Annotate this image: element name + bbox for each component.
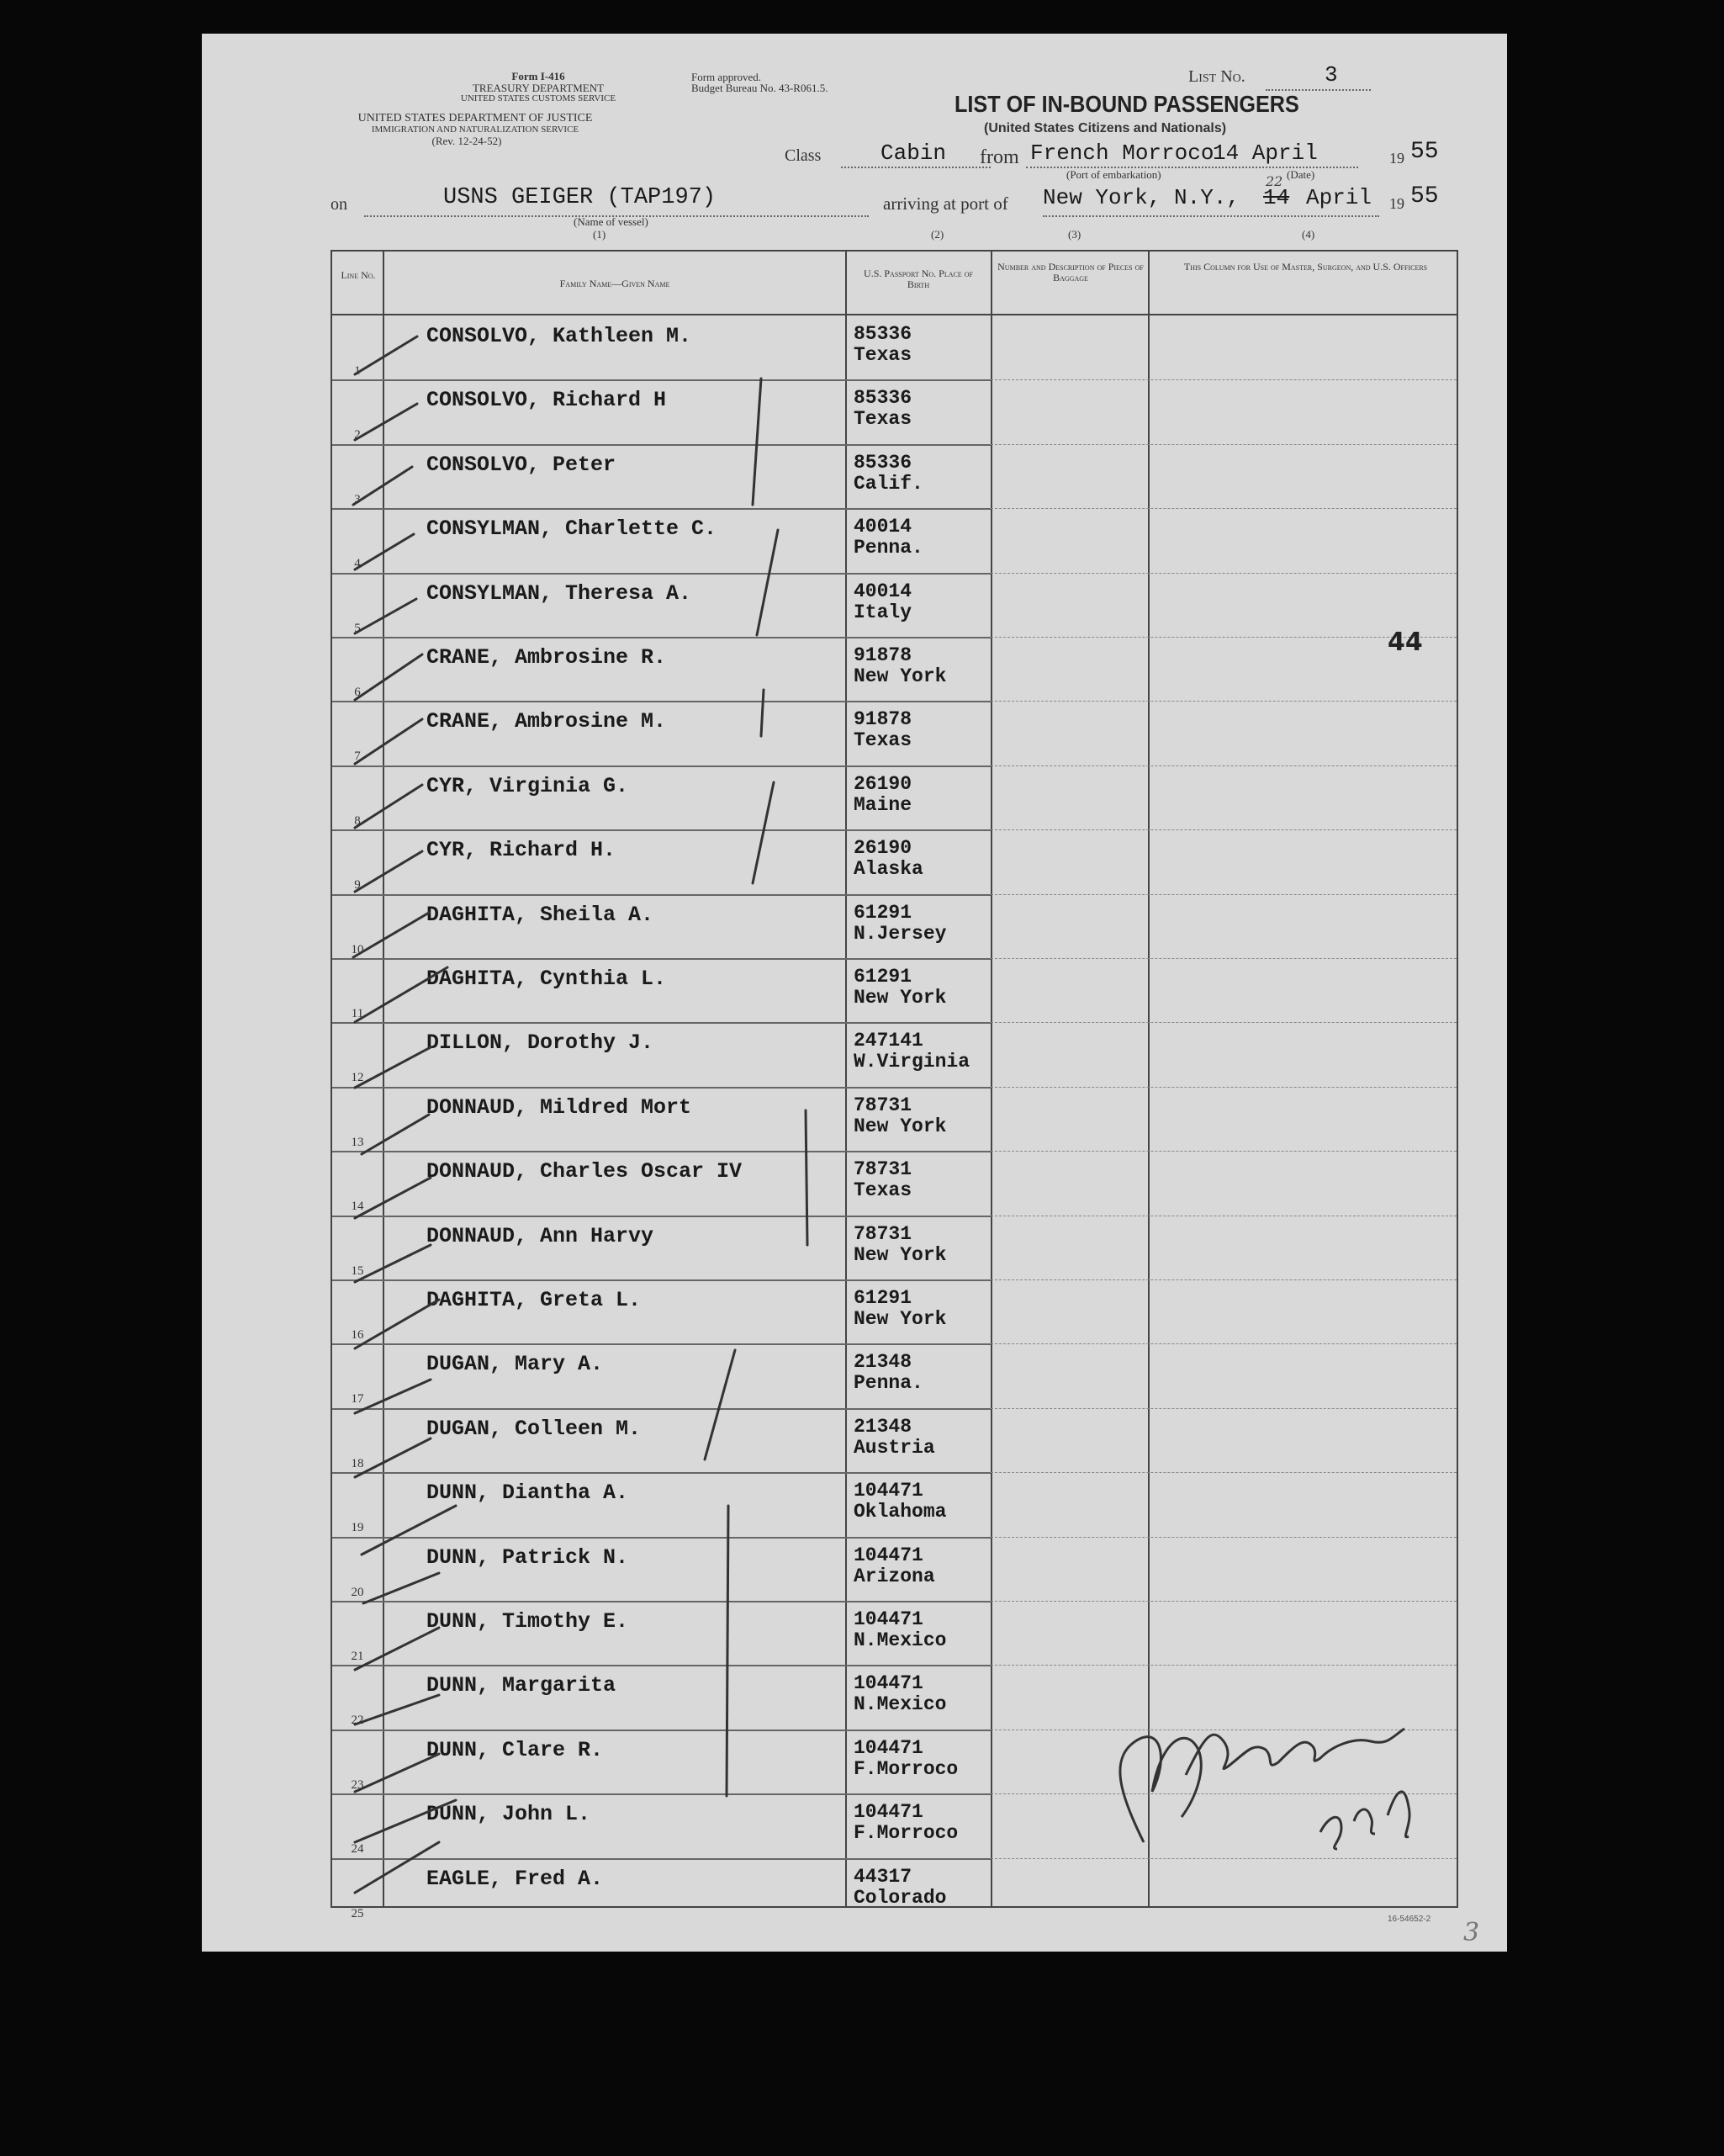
- table-row: [332, 1730, 991, 1794]
- arrival-port: New York, N.Y.,: [1043, 185, 1240, 210]
- line-number: 16: [351, 1328, 364, 1342]
- vessel-caption: (Name of vessel): [574, 215, 648, 228]
- place-of-birth: N.Mexico: [854, 1629, 947, 1651]
- passport-number: 85336: [854, 451, 912, 474]
- header-passport: U.S. Passport No. Place of Birth: [864, 268, 973, 290]
- passport-number: 104471: [854, 1608, 923, 1630]
- table-row: [332, 1472, 991, 1537]
- passport-number: 61291: [854, 901, 912, 924]
- passport-number: 61291: [854, 966, 912, 988]
- table-row: [332, 573, 991, 638]
- year-1: 55: [1410, 139, 1439, 165]
- table-row: [332, 1343, 991, 1408]
- customs-service: UNITED STATES CUSTOMS SERVICE: [460, 93, 616, 103]
- passport-cell: [854, 516, 923, 559]
- date-caption: (Date): [1287, 168, 1315, 181]
- table-row: [332, 1793, 991, 1858]
- line-number: 18: [351, 1456, 364, 1470]
- header-name: Family Name—Given Name: [559, 278, 670, 289]
- line-number: 9: [354, 878, 361, 893]
- passenger-name: DAGHITA, Sheila A.: [426, 902, 654, 927]
- page-subtitle: (United States Citizens and Nationals): [984, 121, 1227, 135]
- table-row: [332, 1665, 991, 1730]
- place-of-birth: Arizona: [854, 1565, 935, 1587]
- line-number: 2: [354, 428, 361, 442]
- place-of-birth: Texas: [854, 408, 912, 431]
- passport-cell: [854, 388, 912, 430]
- passport-cell: [854, 967, 946, 1009]
- passport-cell: [854, 581, 912, 623]
- line-number: 6: [354, 686, 361, 699]
- header-line-no: Line No.: [341, 269, 376, 281]
- table-row: [332, 1858, 991, 1923]
- table-row: [332, 637, 991, 702]
- passport-number: 104471: [854, 1736, 923, 1759]
- header-officers: This Column for Use of Master, Surgeon, and U.S. Officers: [1183, 261, 1428, 273]
- passport-number: 247141: [854, 1030, 923, 1052]
- passport-number: 40014: [854, 580, 912, 602]
- table-row: [332, 1408, 991, 1473]
- col2-caption: (2): [931, 228, 944, 241]
- col4-caption: (4): [1302, 228, 1315, 241]
- passport-number: 104471: [854, 1544, 923, 1566]
- passport-number: 44317: [854, 1865, 912, 1888]
- passport-cell: [854, 1609, 946, 1651]
- passenger-name: CONSOLVO, Richard H: [426, 388, 667, 413]
- passport-cell: [854, 1288, 946, 1330]
- passport-number: 26190: [854, 772, 912, 795]
- place-of-birth: New York: [854, 665, 947, 687]
- table-row: [332, 315, 991, 380]
- passport-number: 78731: [854, 1222, 912, 1245]
- passport-number: 85336: [854, 323, 912, 345]
- passenger-name: DONNAUD, Charles Oscar IV: [426, 1159, 743, 1184]
- table-row: [332, 1279, 991, 1344]
- line-number: 25: [351, 1906, 364, 1920]
- header-baggage: Number and Description of Pieces of Baggage: [997, 261, 1144, 283]
- passenger-name: EAGLE, Fred A.: [426, 1866, 604, 1891]
- passenger-name: DAGHITA, Cynthia L.: [426, 967, 667, 991]
- place-of-birth: W.Virginia: [854, 1051, 970, 1073]
- line-number: 20: [351, 1585, 364, 1599]
- embarkation-date: 14 April: [1213, 140, 1318, 166]
- revision-date: (Rev. 12-24-52): [431, 135, 502, 147]
- passport-cell: [854, 1481, 946, 1523]
- passenger-name: DUNN, Timothy E.: [426, 1609, 629, 1634]
- line-number: 21: [351, 1650, 364, 1663]
- from-label: from: [980, 146, 1019, 168]
- passenger-name: CONSOLVO, Kathleen M.: [426, 324, 692, 348]
- line-number: 3: [354, 492, 361, 506]
- manifest-sheet: [202, 34, 1507, 1952]
- table-row: [332, 765, 991, 830]
- year-prefix-1: 19: [1389, 150, 1404, 167]
- line-number: 10: [351, 942, 364, 956]
- passport-cell: [854, 709, 912, 751]
- passport-cell: [854, 1224, 946, 1266]
- line-number: 5: [354, 621, 361, 635]
- table-row: [332, 1087, 991, 1152]
- place-of-birth: F.Morroco: [854, 1822, 959, 1845]
- ins-service: IMMIGRATION AND NATURALIZATION SERVICE: [371, 124, 579, 135]
- class-label: Class: [785, 146, 822, 165]
- table-row: [332, 1601, 991, 1666]
- passport-number: 78731: [854, 1094, 912, 1116]
- passport-cell: [854, 838, 923, 880]
- list-no-label: List No.: [1188, 67, 1245, 86]
- embarkation-port: French Morroco: [1030, 140, 1214, 166]
- line-number: 13: [351, 1135, 364, 1149]
- place-of-birth: Austria: [854, 1436, 935, 1459]
- treasury-dept: TREASURY DEPARTMENT: [472, 82, 605, 94]
- passport-cell: [854, 453, 923, 495]
- table-row: [332, 958, 991, 1023]
- passport-cell: [854, 1095, 946, 1137]
- class-value: Cabin: [881, 140, 947, 166]
- table-row: [332, 379, 991, 444]
- place-of-birth: New York: [854, 1243, 947, 1266]
- passport-number: 104471: [854, 1801, 923, 1824]
- place-of-birth: Penna.: [854, 537, 923, 559]
- passenger-name: DUNN, Diantha A.: [426, 1481, 629, 1506]
- line-number: 15: [351, 1263, 364, 1278]
- passenger-name: DONNAUD, Ann Harvy: [426, 1223, 654, 1248]
- passport-cell: [854, 324, 912, 366]
- place-of-birth: New York: [854, 1115, 947, 1137]
- place-of-birth: Texas: [854, 344, 912, 366]
- passport-cell: [854, 1159, 912, 1201]
- col3-caption: (3): [1068, 228, 1081, 241]
- passenger-name: CRANE, Ambrosine M.: [426, 709, 667, 734]
- line-number: 8: [354, 813, 361, 828]
- line-number: 4: [354, 557, 361, 571]
- place-of-birth: Alaska: [854, 858, 923, 881]
- place-of-birth: Oklahoma: [854, 1501, 947, 1523]
- page-mark: 3: [1463, 1918, 1480, 1947]
- passenger-name: DILLON, Dorothy J.: [426, 1030, 654, 1056]
- place-of-birth: F.Morroco: [854, 1757, 959, 1780]
- table-row: [332, 1151, 991, 1216]
- year-prefix-2: 19: [1389, 195, 1404, 212]
- passport-cell: [854, 774, 912, 816]
- passport-cell: [854, 1417, 935, 1459]
- form-approved: Form approved.: [691, 71, 762, 83]
- page-title: LIST OF IN-BOUND PASSENGERS: [955, 91, 1299, 117]
- place-of-birth: New York: [854, 987, 947, 1009]
- passport-cell: [854, 1867, 946, 1909]
- line-number: 1: [354, 364, 361, 378]
- passenger-name: CONSYLMAN, Charlette C.: [426, 516, 717, 542]
- passport-number: 91878: [854, 644, 912, 666]
- passenger-name: DUNN, Patrick N.: [426, 1544, 629, 1570]
- line-number: 23: [351, 1777, 364, 1792]
- passport-number: 21348: [854, 1415, 912, 1438]
- passport-cell: [854, 903, 946, 945]
- table-row: [332, 1022, 991, 1087]
- passenger-name: DUGAN, Mary A.: [426, 1352, 604, 1377]
- passport-number: 21348: [854, 1351, 912, 1374]
- place-of-birth: Texas: [854, 1179, 912, 1202]
- table-row: [332, 1216, 991, 1280]
- passenger-name: CRANE, Ambrosine R.: [426, 645, 667, 670]
- form-number: Form I-416: [511, 70, 565, 82]
- table-row: [332, 829, 991, 894]
- col1-caption: (1): [593, 228, 606, 241]
- line-number: 7: [354, 750, 361, 764]
- table-row: [332, 444, 991, 509]
- place-of-birth: N.Mexico: [854, 1693, 947, 1716]
- line-number: 22: [351, 1714, 364, 1728]
- passport-number: 91878: [854, 708, 912, 731]
- year-2: 55: [1410, 183, 1439, 209]
- passport-number: 78731: [854, 1158, 912, 1181]
- place-of-birth: Texas: [854, 729, 912, 752]
- passenger-name: DAGHITA, Greta L.: [426, 1288, 642, 1312]
- print-code: 16-54652-2: [1388, 1915, 1431, 1924]
- justice-dept: UNITED STATES DEPARTMENT OF JUSTICE: [357, 112, 593, 124]
- place-of-birth: Italy: [854, 601, 912, 623]
- table-row: [332, 508, 991, 573]
- line-number: 19: [351, 1521, 364, 1535]
- margin-mark: 44: [1388, 628, 1423, 657]
- passport-cell: [854, 1545, 935, 1587]
- on-label: on: [331, 195, 347, 214]
- list-no-value: 3: [1325, 62, 1338, 87]
- passport-number: 40014: [854, 516, 912, 538]
- place-of-birth: Maine: [854, 793, 912, 816]
- arrival-day-struck: 14: [1263, 185, 1290, 210]
- passport-number: 104471: [854, 1480, 923, 1502]
- line-number: 24: [351, 1842, 364, 1857]
- arrival-day-handwritten: 22: [1266, 173, 1283, 189]
- table-row: [332, 1537, 991, 1602]
- place-of-birth: Penna.: [854, 1372, 923, 1395]
- passport-number: 104471: [854, 1672, 923, 1695]
- passenger-name: CYR, Richard H.: [426, 838, 616, 863]
- passenger-name: DUNN, Margarita: [426, 1673, 616, 1698]
- port-embark-caption: (Port of embarkation): [1066, 168, 1161, 181]
- table-row: [332, 894, 991, 959]
- table-row: [332, 701, 991, 765]
- place-of-birth: New York: [854, 1308, 947, 1330]
- place-of-birth: Calif.: [854, 472, 923, 495]
- passenger-name: CONSOLVO, Peter: [426, 452, 616, 477]
- passport-number: 85336: [854, 387, 912, 410]
- passenger-name: CYR, Virginia G.: [426, 773, 629, 798]
- passport-cell: [854, 1030, 970, 1073]
- line-number: 12: [351, 1071, 364, 1085]
- passport-cell: [854, 1738, 958, 1780]
- passport-cell: [854, 645, 946, 687]
- line-number: 14: [351, 1200, 364, 1214]
- line-number: 11: [351, 1007, 364, 1020]
- passport-cell: [854, 1352, 923, 1394]
- passenger-name: DUGAN, Colleen M.: [426, 1416, 642, 1441]
- passport-number: 26190: [854, 837, 912, 860]
- place-of-birth: N.Jersey: [854, 922, 947, 945]
- arriving-label: arriving at port of: [883, 193, 1008, 214]
- budget-bureau: Budget Bureau No. 43-R061.5.: [691, 82, 828, 94]
- passenger-name: DUNN, John L.: [426, 1802, 591, 1827]
- passport-cell: [854, 1673, 946, 1715]
- place-of-birth: Colorado: [854, 1886, 947, 1909]
- passport-number: 61291: [854, 1287, 912, 1309]
- line-number: 17: [351, 1392, 364, 1406]
- passenger-name: DUNN, Clare R.: [426, 1737, 604, 1762]
- passenger-name: DONNAUD, Mildred Mort: [426, 1094, 692, 1120]
- passport-cell: [854, 1802, 958, 1844]
- vessel-name: USNS GEIGER (TAP197): [443, 185, 717, 210]
- arrival-month: April: [1306, 185, 1372, 210]
- passenger-name: CONSYLMAN, Theresa A.: [426, 580, 692, 606]
